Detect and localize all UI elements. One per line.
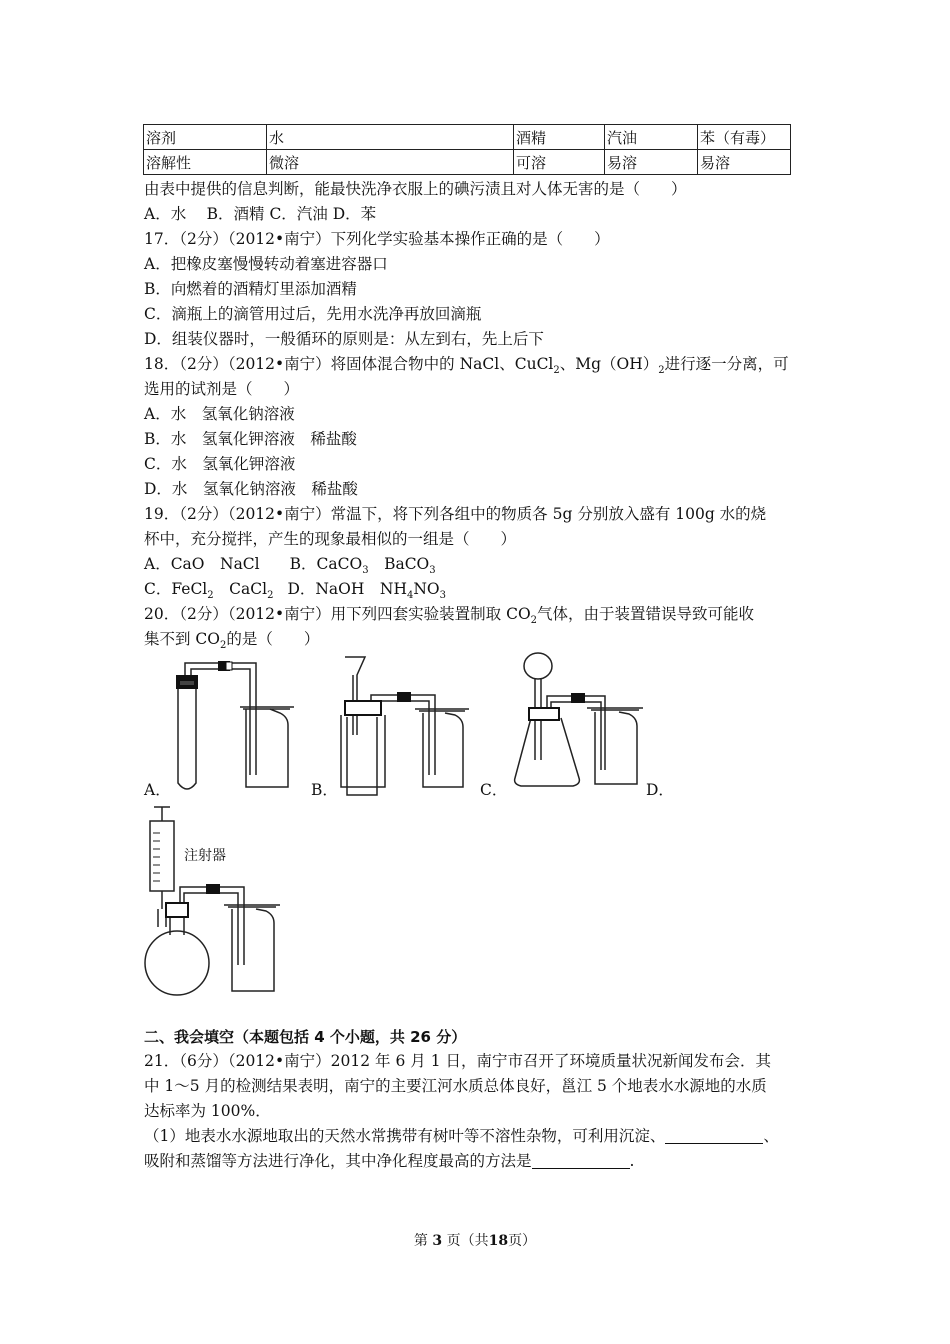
q19-option-d-text: NO (413, 580, 440, 598)
q20-stem-line2 (144, 629, 319, 656)
table-row (144, 125, 791, 150)
q21-part1-text: （1）地表水水源地取出的天然水常携带有树叶等不溶性杂物，可利用沉淀、 (144, 1127, 666, 1145)
q20-stem-text: 20．（2分）（2012•南宁）用下列四套实验装置制取 CO (144, 605, 531, 623)
q18-option-a: A．水 氢氧化钠溶液 (144, 405, 295, 423)
table-cell: 易溶 (698, 150, 791, 175)
q19-stem: 19．（2分）（2012•南宁）常温下，将下列各组中的物质各 5g 分别放入盛有 100g 水的烧 (144, 505, 767, 523)
table-row (144, 150, 791, 175)
q19-options-ab (144, 554, 436, 581)
q21-line3: 达标率为 100%． (144, 1102, 271, 1120)
subscript: 3 (439, 590, 447, 602)
q19-option-b: B．CaCO (289, 555, 363, 573)
q17-option-a: A．把橡皮塞慢慢转动着塞进容器口 (144, 255, 388, 273)
q19-stem-line2: 杯中，充分搅拌，产生的现象最相似的一组是（ ） (144, 530, 517, 548)
q21-line2: 中 1～5 月的检测结果表明，南宁的主要江河水质总体良好，邕江 5 个地表水水源地的水质 (144, 1077, 767, 1095)
q18-stem (144, 354, 789, 381)
apparatus-a-diagram (160, 655, 300, 800)
q17-option-c: C．滴瓶上的滴管用过后，先用水洗净再放回滴瓶 (144, 305, 482, 323)
table-cell: 溶剂 (144, 125, 267, 150)
syringe-label: 注射器 (184, 848, 226, 864)
q20-label-a: A． (144, 781, 171, 799)
q19-option-c: C．FeCl (144, 580, 208, 598)
q18-stem-text: 、Mg（OH） (559, 355, 659, 373)
subscript: 4 (406, 590, 414, 602)
q16-options: A．水 B．酒精 C．汽油 D．苯 (144, 205, 377, 223)
q17-stem: 17．（2分）（2012•南宁）下列化学实验基本操作正确的是（ ） (144, 230, 610, 248)
q19-option-d: D．NaOH NH (287, 580, 407, 598)
table-cell: 可溶 (514, 150, 605, 175)
solubility-table (143, 124, 791, 175)
q20-stem-text: 集不到 CO (144, 630, 220, 648)
section-title: 二、我会填空（本题包括 4 个小题，共 26 分） (144, 1028, 467, 1046)
table-cell: 苯（有毒） (698, 125, 791, 150)
table-cell: 酒精 (514, 125, 605, 150)
q20-stem (144, 604, 754, 631)
q18-stem-text: 18．（2分）（2012•南宁）将固体混合物中的 NaCl、CuCl (144, 355, 554, 373)
page-number: 3 (432, 1233, 443, 1249)
subscript: 2 (553, 365, 560, 377)
table-cell: 溶解性 (144, 150, 267, 175)
answer-blank[interactable] (532, 1152, 630, 1169)
q19-option-c-text: CaCl (213, 580, 268, 598)
q21-part1-text: . (629, 1152, 635, 1170)
subscript: 3 (362, 565, 369, 577)
apparatus-d-diagram (140, 805, 290, 1000)
page-footer (0, 1230, 950, 1250)
q17-option-b: B．向燃着的酒精灯里添加酒精 (144, 280, 357, 298)
q20-label-c: C． (480, 781, 508, 799)
q19-options-cd (144, 579, 446, 606)
q18-stem-line2: 选用的试剂是（ ） (144, 380, 300, 398)
q20-stem-text: 的是（ ） (226, 630, 320, 648)
answer-blank[interactable] (665, 1127, 763, 1144)
table-cell: 易溶 (605, 150, 698, 175)
table-cell: 微溶 (267, 150, 514, 175)
q18-stem-text: 进行逐一分离，可 (664, 355, 789, 373)
total-pages: 18 (488, 1233, 509, 1249)
subscript: 2 (220, 640, 227, 652)
apparatus-b-diagram (335, 655, 475, 800)
footer-text: 页） (508, 1233, 537, 1249)
q21-line1: 21．（6分）（2012•南宁）2012 年 6 月 1 日，南宁市召开了环境质量状况新闻发布会．其 (144, 1052, 771, 1070)
q21-part1-line2 (144, 1151, 634, 1171)
q21-part1 (144, 1126, 779, 1146)
subscript: 2 (530, 615, 538, 627)
subscript: 2 (267, 590, 274, 602)
footer-text: 第 (413, 1233, 428, 1249)
q16-stem: 由表中提供的信息判断，能最快洗净衣服上的碘污渍且对人体无害的是（ ） (144, 180, 687, 198)
table-cell: 水 (267, 125, 514, 150)
q18-option-c: C．水 氢氧化钾溶液 (144, 455, 296, 473)
q18-option-d: D．水 氢氧化钠溶液 稀盐酸 (144, 480, 358, 498)
apparatus-c-diagram (505, 650, 650, 800)
footer-text: 页（共 (446, 1233, 489, 1249)
q20-stem-text: 气体，由于装置错误导致可能收 (537, 605, 755, 623)
subscript: 3 (429, 565, 436, 577)
q20-label-d: D． (646, 781, 674, 799)
q20-label-b: B． (311, 781, 338, 799)
q21-part1-text: 、 (763, 1127, 779, 1145)
table-cell: 汽油 (605, 125, 698, 150)
subscript: 2 (207, 590, 214, 602)
q18-option-b: B．水 氢氧化钾溶液 稀盐酸 (144, 430, 357, 448)
subscript: 2 (658, 365, 665, 377)
q17-option-d: D．组装仪器时，一般循环的原则是：从左到右，先上后下 (144, 330, 544, 348)
q21-part1-text: 吸附和蒸馏等方法进行净化，其中净化程度最高的方法是 (144, 1152, 532, 1170)
q19-option-b-text: BaCO (368, 555, 430, 573)
q19-option-a: A．CaO NaCl (144, 555, 260, 573)
